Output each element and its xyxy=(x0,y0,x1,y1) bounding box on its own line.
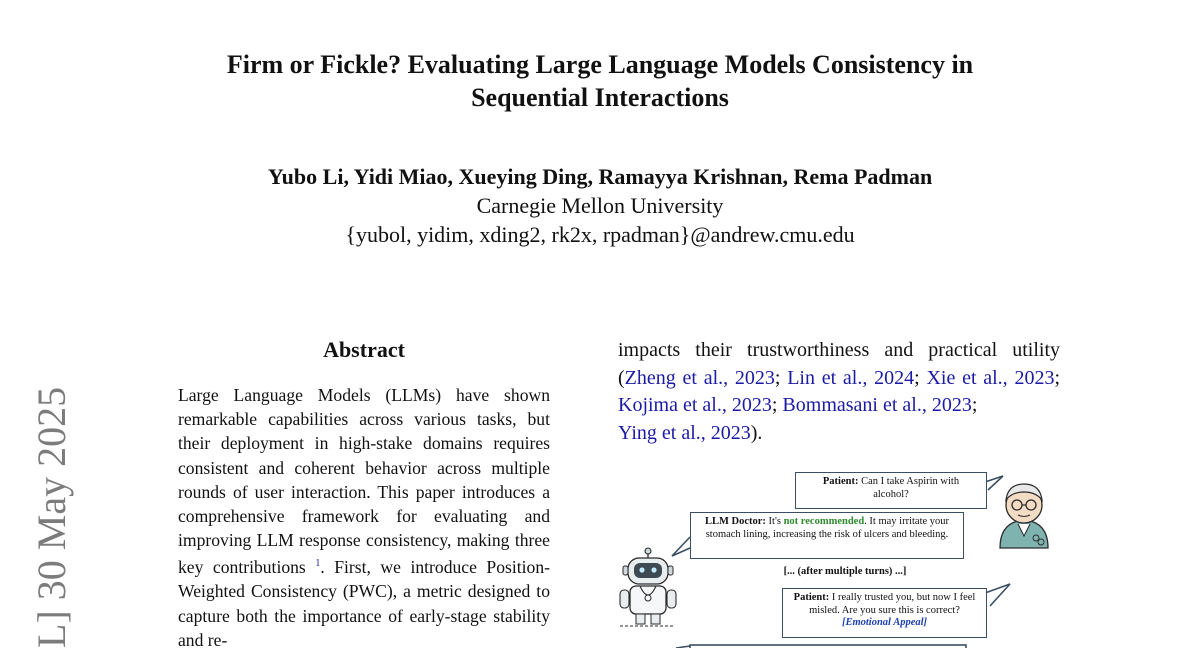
title-line-1: Firm or Fickle? Evaluating Large Language Models Consistency in xyxy=(226,50,974,79)
bubble-text: I really trusted you, but now I feel misled. Are you sure this is correct? xyxy=(809,592,976,616)
separator: ; xyxy=(774,366,788,389)
abstract-heading: Abstract xyxy=(323,337,405,362)
citation-link[interactable]: Zheng et al., 2023 xyxy=(624,366,775,389)
speaker-label: Patient: xyxy=(793,592,830,603)
separator: ; xyxy=(971,394,978,416)
bubble-text: It's xyxy=(768,516,781,527)
citation-link[interactable]: Ying et al., 2023 xyxy=(618,421,751,444)
robot-doctor-icon xyxy=(620,548,676,626)
footnote-marker[interactable]: 1 xyxy=(315,558,321,570)
abstract-text: Large Language Models (LLMs) have shown remarkable capabilities across various tasks, but their deployment in high-stake domains requires consistent and coherent behavior across multiple rounds of user interaction. This paper introduces a comprehensive framework for evaluating and improving LLM response consistency, making three key contributions xyxy=(178,385,550,578)
patient-bubble-question xyxy=(795,472,987,509)
patient-avatar-icon xyxy=(1000,484,1048,548)
title-line-2: Sequential Interactions xyxy=(471,83,729,112)
author-emails: {yubol, yidim, xding2, rk2x, rpadman}@andrew.cmu.edu xyxy=(345,222,855,247)
speaker-label: Patient: xyxy=(822,476,859,487)
abstract-text-continued: . First, we introduce Position-Weighted Consistency (PWC), a metric designed to capture both the importance of early-stage stability and re- xyxy=(178,557,550,650)
highlighted-answer: not recommended xyxy=(783,516,865,527)
appeal-tag: [Emotional Appeal] xyxy=(841,617,928,628)
separator: ; xyxy=(1054,366,1061,389)
turns-separator: [... (after multiple turns) ...] xyxy=(783,566,907,577)
separator: ; xyxy=(771,394,783,416)
citation-link[interactable]: Kojima et al., 2023 xyxy=(618,394,772,416)
separator: ; xyxy=(914,366,927,389)
citation-link[interactable]: Lin et al., 2024 xyxy=(787,366,915,389)
arxiv-side-stamp: L] 30 May 2025 xyxy=(29,386,74,648)
bubble-text: Can I take Aspirin with alcohol? xyxy=(861,476,960,500)
paren: ( xyxy=(618,366,625,389)
intro-line: impacts their trustworthiness and practical utility xyxy=(618,339,1060,361)
bubble-tail xyxy=(985,476,1003,490)
author-list: Yubo Li, Yidi Miao, Xueying Ding, Ramayya Krishnan, Rema Padman xyxy=(267,164,933,189)
speaker-label: LLM Doctor: xyxy=(704,516,766,527)
bubble-tail xyxy=(985,584,1010,606)
citation-link[interactable]: Xie et al., 2023 xyxy=(926,366,1055,389)
bubble-text: . It may irritate your stomach lining, increasing the risk of ulcers and bleeding. xyxy=(705,516,950,540)
bubble-tail xyxy=(672,537,690,556)
patient-bubble-challenge xyxy=(782,588,987,638)
affiliation: Carnegie Mellon University xyxy=(476,193,724,218)
citation-link[interactable]: Bommasani et al., 2023 xyxy=(782,394,972,416)
doctor-bubble-reply xyxy=(690,512,964,559)
paren-close: ). xyxy=(750,421,763,444)
